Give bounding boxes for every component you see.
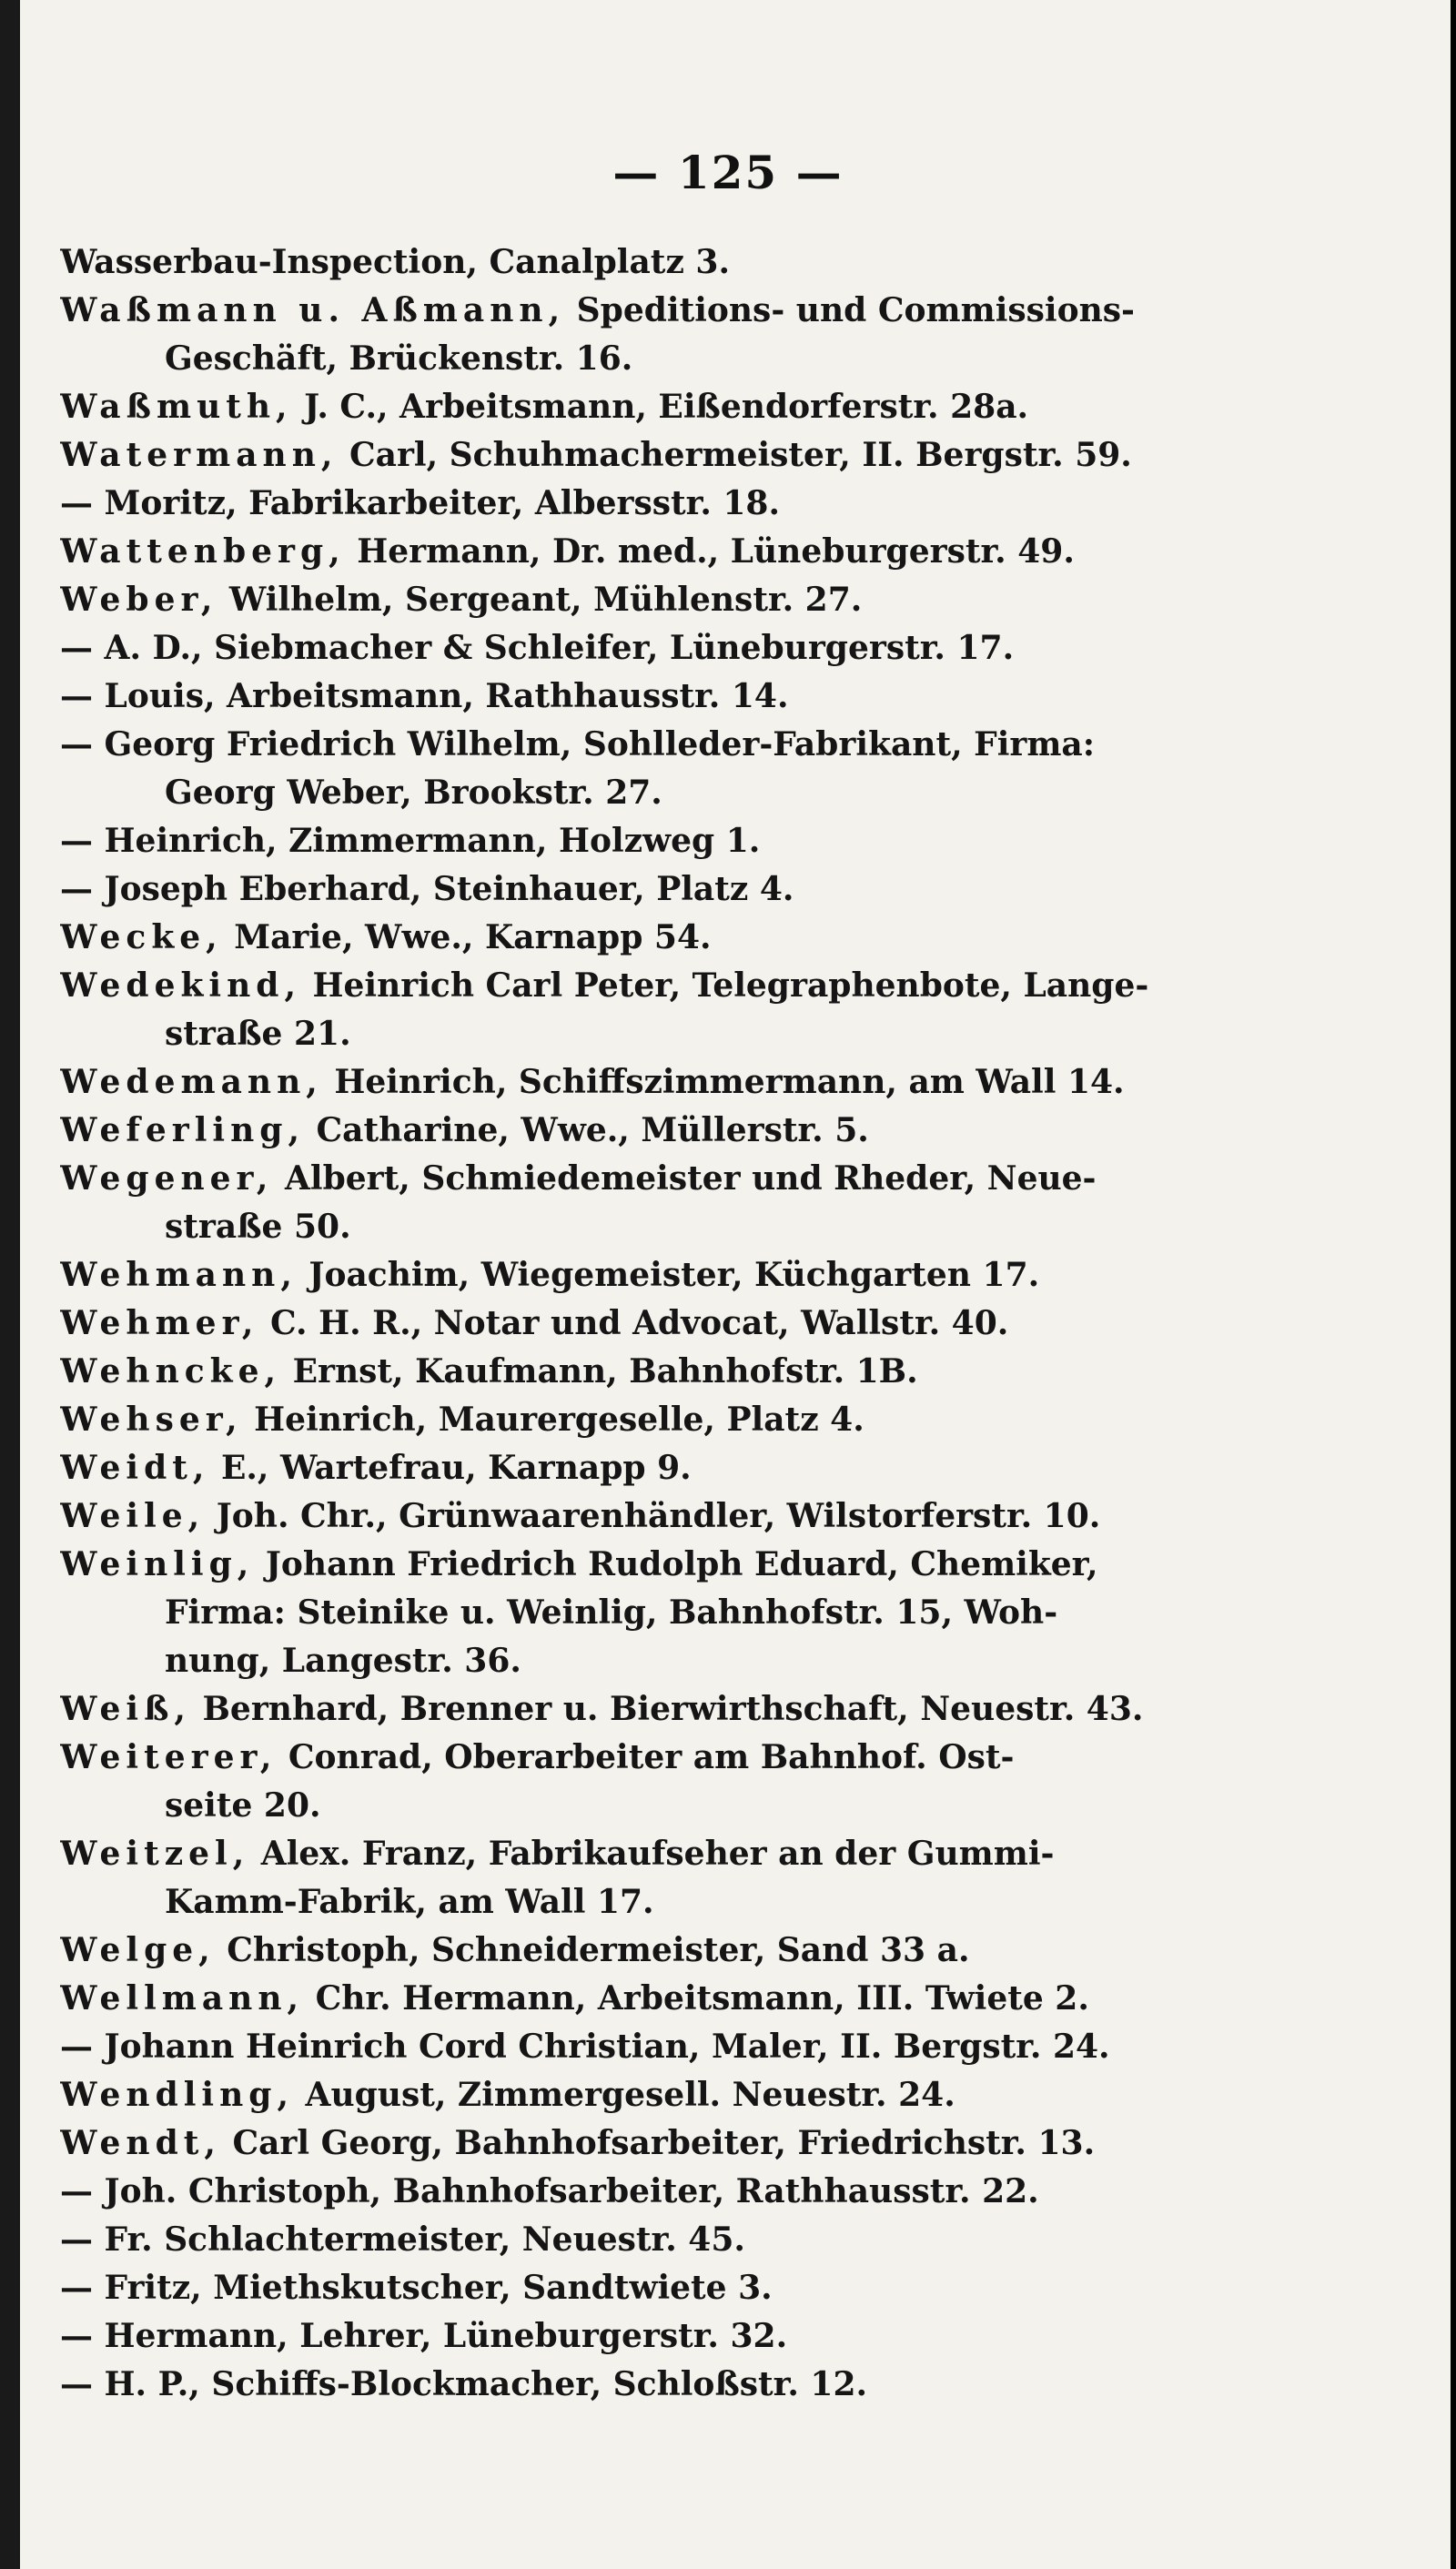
directory-entry-continuation [60,1782,1198,1830]
directory-entry [60,1830,1198,1878]
entry-surname: Weidt, [60,1449,210,1487]
entry-text: Georg Weber, Brookstr. 27. [165,774,662,812]
entry-text: nung, Langestr. 36. [165,1642,521,1680]
directory-entry [60,2168,1198,2216]
directory-entry [60,2216,1198,2264]
entry-surname: Waßmuth, [60,388,293,426]
entry-text: Carl, Schuhmachermeister, II. Bergstr. 59. [338,436,1132,474]
directory-entry [60,1541,1198,1589]
directory-entry-continuation [60,1878,1198,1927]
entry-surname: Wehmer, [60,1304,259,1342]
entry-surname: Welge, [60,1931,216,1969]
entry-text: E., Wartefrau, Karnapp 9. [209,1449,692,1487]
directory-entry [60,2361,1198,2409]
directory-list [60,238,1198,2409]
entry-text: — Joh. Christoph, Bahnhofsarbeiter, Rathhausstr. 22. [60,2172,1039,2210]
entry-surname: Wellmann, [60,1979,305,2018]
entry-text: Conrad, Oberarbeiter am Bahnhof. Ost- [277,1738,1015,1776]
directory-entry [60,1058,1198,1107]
entry-surname: Wehser, [60,1401,243,1439]
directory-entry [60,528,1198,576]
directory-entry [60,238,1198,287]
entry-surname: Wehmann, [60,1256,298,1294]
entry-text: — Moritz, Fabrikarbeiter, Albersstr. 18. [60,484,781,522]
entry-text: Geschäft, Brückenstr. 16. [165,339,633,378]
directory-entry [60,2071,1198,2119]
entry-text: — A. D., Siebmacher & Schleifer, Lüneburgerstr. 17. [60,629,1015,667]
entry-text: seite 20. [165,1786,321,1825]
entry-text: Heinrich, Maurergeselle, Platz 4. [242,1401,864,1439]
directory-entry [60,480,1198,528]
entry-text: Marie, Wwe., Karnapp 54. [222,918,712,956]
entry-surname: Weferling, [60,1111,305,1149]
entry-text: Albert, Schmiedemeister und Rheder, Neue- [273,1159,1097,1198]
directory-entry [60,2119,1198,2168]
directory-entry-continuation [60,1637,1198,1685]
entry-surname: Wedekind, [60,966,301,1005]
entry-text: — Georg Friedrich Wilhelm, Sohlleder-Fabrikant, Firma: [60,725,1096,764]
directory-entry [60,2312,1198,2361]
directory-entry [60,1155,1198,1203]
directory-entry-continuation [60,769,1198,817]
entry-surname: Weiterer, [60,1738,278,1776]
directory-entry [60,287,1198,335]
directory-entry [60,624,1198,673]
directory-entry [60,962,1198,1010]
directory-entry [60,1251,1198,1300]
entry-text: August, Zimmergesell. Neuestr. 24. [293,2076,956,2114]
scan-edge-left [0,0,20,2569]
entry-surname: Weiß, [60,1690,191,1728]
entry-surname: Weitzel, [60,1835,250,1873]
entry-text: Joachim, Wiegemeister, Küchgarten 17. [297,1256,1040,1294]
directory-entry [60,383,1198,431]
directory-entry [60,1444,1198,1492]
entry-text: — Fr. Schlachtermeister, Neuestr. 45. [60,2220,745,2259]
entry-surname: Waßmann u. Aßmann, [60,291,566,329]
entry-text: J. C., Arbeitsmann, Eißendorferstr. 28a. [292,388,1029,426]
entry-text: Bernhard, Brenner u. Bierwirthschaft, Neuestr. 43. [190,1690,1144,1728]
entry-text: Wilhelm, Sergeant, Mühlenstr. 27. [217,581,863,619]
entry-surname: Wehncke, [60,1352,282,1391]
entry-text: Joh. Chr., Grünwaarenhändler, Wilstorferstr. 10. [205,1497,1101,1535]
entry-text: — Fritz, Miethskutscher, Sandtwiete 3. [60,2269,773,2307]
directory-entry [60,1300,1198,1348]
scan-edge-right [1451,0,1456,2569]
entry-text: Firma: Steinike u. Weinlig, Bahnhofstr. 15, Woh- [165,1593,1058,1632]
entry-surname: Wendt, [60,2124,221,2162]
entry-text: Johann Friedrich Rudolph Eduard, Chemiker, [254,1545,1098,1583]
entry-text: Wasserbau-Inspection, Canalplatz 3. [60,243,730,281]
entry-surname: Watermann, [60,436,339,474]
entry-surname: Weile, [60,1497,206,1535]
entry-text: — Joseph Eberhard, Steinhauer, Platz 4. [60,870,794,908]
entry-text: straße 21. [165,1015,351,1053]
directory-entry [60,721,1198,769]
directory-entry-continuation [60,1203,1198,1251]
entry-text: Heinrich, Schiffszimmermann, am Wall 14. [322,1063,1125,1101]
directory-entry [60,1492,1198,1541]
entry-text: straße 50. [165,1208,351,1246]
entry-text: Ernst, Kaufmann, Bahnhofstr. 1B. [281,1352,918,1391]
entry-surname: Wedemann, [60,1063,323,1101]
entry-text: C. H. R., Notar und Advocat, Wallstr. 40. [258,1304,1009,1342]
directory-entry [60,1348,1198,1396]
directory-entry [60,431,1198,480]
directory-entry [60,1975,1198,2023]
entry-text: Carl Georg, Bahnhofsarbeiter, Friedrichstr. 13. [220,2124,1096,2162]
entry-text: Speditions- und Commissions- [565,291,1135,329]
entry-text: Hermann, Dr. med., Lüneburgerstr. 49. [345,532,1075,571]
directory-entry [60,1685,1198,1734]
directory-entry [60,1927,1198,1975]
directory-entry [60,1734,1198,1782]
directory-entry [60,914,1198,962]
directory-entry-continuation [60,1589,1198,1637]
directory-entry [60,2264,1198,2312]
directory-entry [60,817,1198,865]
entry-text: Christoph, Schneidermeister, Sand 33 a. [215,1931,970,1969]
directory-entry [60,673,1198,721]
entry-text: — Louis, Arbeitsmann, Rathhausstr. 14. [60,677,789,715]
directory-entry-continuation [60,1010,1198,1058]
directory-entry [60,1396,1198,1444]
entry-surname: Wegener, [60,1159,274,1198]
directory-entry [60,865,1198,914]
entry-text: — H. P., Schiffs-Blockmacher, Schloßstr. 12. [60,2365,868,2403]
entry-text: Heinrich Carl Peter, Telegraphenbote, Lange- [300,966,1149,1005]
entry-surname: Weinlig, [60,1545,255,1583]
entry-text: Kamm-Fabrik, am Wall 17. [165,1883,654,1921]
directory-entry [60,576,1198,624]
entry-surname: Wendling, [60,2076,294,2114]
page-number: — 125 — [612,146,844,199]
directory-entry [60,1107,1198,1155]
entry-surname: Wattenberg, [60,532,346,571]
entry-text: Catharine, Wwe., Müllerstr. 5. [305,1111,869,1149]
entry-text: — Johann Heinrich Cord Christian, Maler, II. Bergstr. 24. [60,2028,1110,2066]
directory-entry-continuation [60,335,1198,383]
entry-text: — Heinrich, Zimmermann, Holzweg 1. [60,822,761,860]
entry-text: Alex. Franz, Fabrikaufseher an der Gummi- [249,1835,1055,1873]
entry-text: — Hermann, Lehrer, Lüneburgerstr. 32. [60,2317,788,2355]
directory-entry [60,2023,1198,2071]
entry-surname: Weber, [60,581,218,619]
entry-text: Chr. Hermann, Arbeitsmann, III. Twiete 2. [304,1979,1089,2018]
entry-surname: Wecke, [60,918,223,956]
